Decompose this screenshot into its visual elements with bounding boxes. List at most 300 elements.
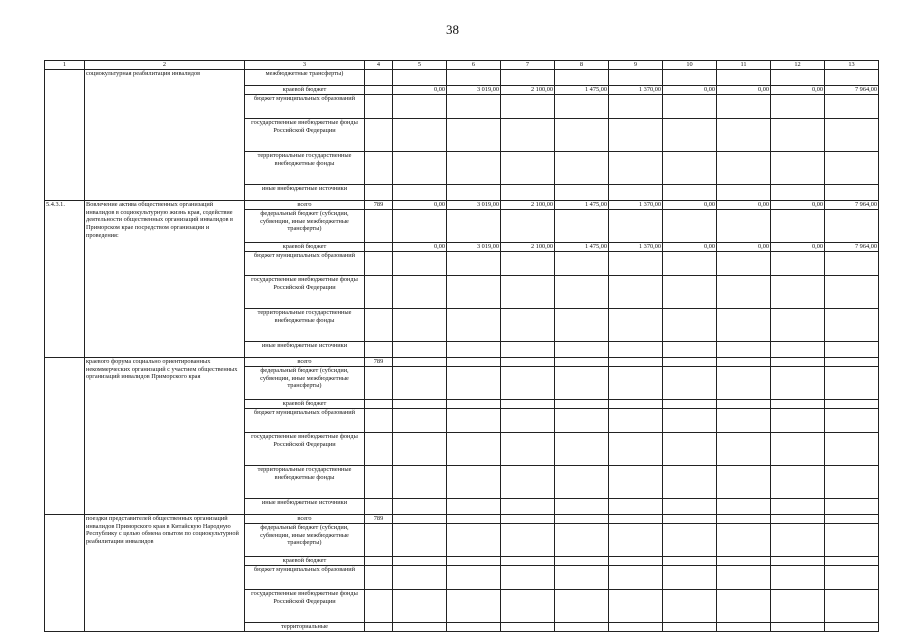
grbs-code xyxy=(365,152,393,185)
value-cell xyxy=(771,276,825,309)
value-cell xyxy=(717,515,771,524)
value-cell xyxy=(447,367,501,400)
funding-source: краевой бюджет xyxy=(245,243,365,252)
value-cell: 1 475,00 xyxy=(555,201,609,210)
value-cell xyxy=(825,309,879,342)
column-header-9: 9 xyxy=(609,61,663,70)
value-cell xyxy=(447,309,501,342)
value-cell xyxy=(393,95,447,119)
grbs-code xyxy=(365,309,393,342)
value-cell xyxy=(393,499,447,515)
value-cell: 0,00 xyxy=(771,243,825,252)
value-cell xyxy=(771,623,825,632)
value-cell xyxy=(555,342,609,358)
value-cell xyxy=(771,358,825,367)
value-cell xyxy=(717,358,771,367)
value-cell: 1 475,00 xyxy=(555,243,609,252)
value-cell xyxy=(717,70,771,86)
value-cell xyxy=(663,515,717,524)
grbs-code: 789 xyxy=(365,201,393,210)
funding-source: территориальные xyxy=(245,623,365,632)
grbs-code xyxy=(365,252,393,276)
value-cell xyxy=(609,185,663,201)
value-cell xyxy=(663,499,717,515)
value-cell xyxy=(825,185,879,201)
value-cell xyxy=(663,276,717,309)
value-cell xyxy=(393,623,447,632)
grbs-code xyxy=(365,367,393,400)
value-cell xyxy=(663,70,717,86)
value-cell xyxy=(447,433,501,466)
value-cell xyxy=(501,524,555,557)
value-cell xyxy=(663,152,717,185)
funding-source: бюджет муниципальных образований xyxy=(245,409,365,433)
value-cell xyxy=(555,276,609,309)
value-cell xyxy=(609,367,663,400)
value-cell xyxy=(501,70,555,86)
value-cell xyxy=(825,409,879,433)
value-cell xyxy=(717,623,771,632)
value-cell xyxy=(717,499,771,515)
table-row xyxy=(45,201,879,210)
value-cell xyxy=(393,590,447,623)
grbs-code xyxy=(365,409,393,433)
column-header-10: 10 xyxy=(663,61,717,70)
value-cell xyxy=(501,557,555,566)
value-cell xyxy=(447,466,501,499)
grbs-code xyxy=(365,210,393,243)
value-cell xyxy=(609,590,663,623)
funding-source: иные внебюджетные источники xyxy=(245,499,365,515)
value-cell xyxy=(717,557,771,566)
value-cell xyxy=(663,409,717,433)
value-cell xyxy=(825,252,879,276)
value-cell xyxy=(393,409,447,433)
column-header-1: 1 xyxy=(45,61,85,70)
value-cell xyxy=(393,566,447,590)
grbs-code xyxy=(365,86,393,95)
value-cell xyxy=(501,252,555,276)
value-cell: 0,00 xyxy=(663,86,717,95)
value-cell xyxy=(663,590,717,623)
column-header-7: 7 xyxy=(501,61,555,70)
funding-source: бюджет муниципальных образований xyxy=(245,95,365,119)
value-cell xyxy=(555,119,609,152)
value-cell xyxy=(555,515,609,524)
value-cell xyxy=(771,210,825,243)
grbs-code xyxy=(365,276,393,309)
value-cell xyxy=(663,95,717,119)
funding-source: федеральный бюджет (субсидии, субвенции, иные межбюджетные трансферты) xyxy=(245,524,365,557)
value-cell: 7 964,00 xyxy=(825,243,879,252)
measure-code xyxy=(45,358,85,515)
value-cell xyxy=(825,566,879,590)
funding-source: государственные внебюджетные фонды Российской Федерации xyxy=(245,119,365,152)
funding-source: бюджет муниципальных образований xyxy=(245,566,365,590)
value-cell xyxy=(501,276,555,309)
funding-source: федеральный бюджет (субсидии, субвенции, иные межбюджетные трансферты) xyxy=(245,210,365,243)
value-cell xyxy=(717,400,771,409)
value-cell xyxy=(393,309,447,342)
value-cell xyxy=(609,342,663,358)
funding-source: всего xyxy=(245,515,365,524)
value-cell: 3 019,00 xyxy=(447,243,501,252)
value-cell xyxy=(825,515,879,524)
grbs-code xyxy=(365,243,393,252)
value-cell xyxy=(663,342,717,358)
value-cell: 1 370,00 xyxy=(609,201,663,210)
value-cell xyxy=(609,623,663,632)
value-cell xyxy=(771,342,825,358)
value-cell: 1 475,00 xyxy=(555,86,609,95)
value-cell xyxy=(609,252,663,276)
value-cell: 0,00 xyxy=(393,243,447,252)
value-cell xyxy=(609,152,663,185)
value-cell xyxy=(609,557,663,566)
value-cell xyxy=(609,70,663,86)
grbs-code xyxy=(365,499,393,515)
value-cell xyxy=(825,95,879,119)
value-cell xyxy=(501,566,555,590)
measure-code: 5.4.3.1. xyxy=(45,201,85,358)
grbs-code xyxy=(365,566,393,590)
value-cell: 2 100,00 xyxy=(501,243,555,252)
value-cell xyxy=(771,252,825,276)
value-cell xyxy=(771,367,825,400)
value-cell xyxy=(393,119,447,152)
value-cell xyxy=(447,524,501,557)
value-cell: 0,00 xyxy=(771,201,825,210)
value-cell xyxy=(393,367,447,400)
value-cell xyxy=(663,623,717,632)
funding-source: государственные внебюджетные фонды Российской Федерации xyxy=(245,276,365,309)
value-cell xyxy=(555,433,609,466)
value-cell xyxy=(393,252,447,276)
funding-source: межбюджетные трансферты) xyxy=(245,70,365,86)
value-cell xyxy=(771,557,825,566)
value-cell xyxy=(717,252,771,276)
value-cell xyxy=(663,185,717,201)
header-row xyxy=(45,61,879,70)
value-cell xyxy=(501,152,555,185)
value-cell xyxy=(501,623,555,632)
value-cell xyxy=(771,70,825,86)
grbs-code: 789 xyxy=(365,515,393,524)
value-cell xyxy=(825,367,879,400)
value-cell xyxy=(771,515,825,524)
value-cell: 0,00 xyxy=(717,243,771,252)
funding-source: всего xyxy=(245,358,365,367)
measure-name: поездки представителей общественных организаций инвалидов Приморского края в Китайскую Народную Республику с целью обмена опытом по социокультурной реабилитации инвалидов xyxy=(85,515,245,632)
grbs-code xyxy=(365,70,393,86)
value-cell xyxy=(825,524,879,557)
value-cell xyxy=(825,590,879,623)
budget-table xyxy=(44,60,879,632)
value-cell xyxy=(717,119,771,152)
measure-code xyxy=(45,70,85,201)
value-cell xyxy=(447,119,501,152)
value-cell xyxy=(555,623,609,632)
value-cell xyxy=(825,557,879,566)
value-cell xyxy=(501,499,555,515)
value-cell xyxy=(555,70,609,86)
value-cell: 2 100,00 xyxy=(501,86,555,95)
value-cell xyxy=(447,95,501,119)
value-cell xyxy=(771,466,825,499)
funding-source: федеральный бюджет (субсидии, субвенции, иные межбюджетные трансферты) xyxy=(245,367,365,400)
value-cell xyxy=(717,409,771,433)
value-cell xyxy=(447,210,501,243)
funding-source: территориальные государственные внебюджетные фонды xyxy=(245,309,365,342)
value-cell xyxy=(447,400,501,409)
value-cell xyxy=(501,119,555,152)
value-cell xyxy=(825,499,879,515)
value-cell xyxy=(555,400,609,409)
value-cell xyxy=(501,466,555,499)
value-cell xyxy=(393,152,447,185)
value-cell xyxy=(447,590,501,623)
value-cell xyxy=(555,466,609,499)
value-cell: 1 370,00 xyxy=(609,243,663,252)
grbs-code xyxy=(365,185,393,201)
value-cell xyxy=(771,566,825,590)
value-cell xyxy=(555,409,609,433)
value-cell xyxy=(555,252,609,276)
page-number: 38 xyxy=(446,22,459,37)
value-cell xyxy=(663,210,717,243)
value-cell: 7 964,00 xyxy=(825,86,879,95)
value-cell xyxy=(825,152,879,185)
value-cell xyxy=(501,433,555,466)
value-cell xyxy=(609,433,663,466)
value-cell xyxy=(663,400,717,409)
value-cell xyxy=(717,367,771,400)
funding-source: краевой бюджет xyxy=(245,86,365,95)
value-cell xyxy=(555,185,609,201)
value-cell xyxy=(447,152,501,185)
value-cell xyxy=(663,367,717,400)
value-cell xyxy=(825,466,879,499)
grbs-code xyxy=(365,95,393,119)
value-cell xyxy=(717,152,771,185)
grbs-code xyxy=(365,557,393,566)
value-cell xyxy=(663,466,717,499)
funding-source: краевой бюджет xyxy=(245,400,365,409)
value-cell xyxy=(609,409,663,433)
grbs-code xyxy=(365,623,393,632)
value-cell xyxy=(717,95,771,119)
value-cell xyxy=(393,276,447,309)
funding-source: всего xyxy=(245,201,365,210)
value-cell xyxy=(717,590,771,623)
value-cell xyxy=(447,557,501,566)
value-cell xyxy=(717,210,771,243)
value-cell xyxy=(447,185,501,201)
value-cell xyxy=(501,367,555,400)
value-cell xyxy=(447,358,501,367)
value-cell: 7 964,00 xyxy=(825,201,879,210)
value-cell xyxy=(555,367,609,400)
value-cell: 3 019,00 xyxy=(447,86,501,95)
value-cell xyxy=(447,70,501,86)
value-cell xyxy=(609,309,663,342)
value-cell: 0,00 xyxy=(393,86,447,95)
value-cell xyxy=(501,95,555,119)
value-cell xyxy=(609,276,663,309)
funding-source: государственные внебюджетные фонды Российской Федерации xyxy=(245,590,365,623)
value-cell xyxy=(393,210,447,243)
value-cell xyxy=(555,309,609,342)
value-cell xyxy=(771,185,825,201)
value-cell xyxy=(663,433,717,466)
grbs-code xyxy=(365,400,393,409)
value-cell xyxy=(663,358,717,367)
value-cell xyxy=(717,342,771,358)
value-cell xyxy=(393,185,447,201)
value-cell xyxy=(771,524,825,557)
value-cell xyxy=(393,515,447,524)
value-cell xyxy=(447,499,501,515)
grbs-code xyxy=(365,466,393,499)
value-cell xyxy=(663,557,717,566)
value-cell xyxy=(447,276,501,309)
value-cell xyxy=(771,152,825,185)
funding-source: территориальные государственные внебюджетные фонды xyxy=(245,466,365,499)
value-cell xyxy=(825,276,879,309)
value-cell xyxy=(825,70,879,86)
value-cell xyxy=(501,185,555,201)
column-header-2: 2 xyxy=(85,61,245,70)
value-cell: 0,00 xyxy=(663,201,717,210)
value-cell xyxy=(663,119,717,152)
column-header-12: 12 xyxy=(771,61,825,70)
funding-source: иные внебюджетные источники xyxy=(245,342,365,358)
value-cell xyxy=(555,152,609,185)
column-header-3: 3 xyxy=(245,61,365,70)
measure-name: Вовлечение актива общественных организаций инвалидов в социокультурную жизнь края, содействие деятельности общественных организаций инвалидов в Приморском крае посредством организации и проведения: xyxy=(85,201,245,358)
value-cell xyxy=(555,358,609,367)
value-cell xyxy=(393,342,447,358)
value-cell xyxy=(771,309,825,342)
value-cell xyxy=(771,409,825,433)
value-cell xyxy=(501,358,555,367)
value-cell: 0,00 xyxy=(717,201,771,210)
value-cell xyxy=(717,433,771,466)
value-cell xyxy=(393,70,447,86)
value-cell xyxy=(609,119,663,152)
value-cell xyxy=(501,590,555,623)
value-cell xyxy=(555,566,609,590)
grbs-code: 789 xyxy=(365,358,393,367)
value-cell xyxy=(501,409,555,433)
value-cell xyxy=(501,342,555,358)
value-cell xyxy=(771,590,825,623)
value-cell xyxy=(555,95,609,119)
value-cell xyxy=(393,400,447,409)
value-cell xyxy=(447,623,501,632)
value-cell xyxy=(501,210,555,243)
value-cell xyxy=(771,433,825,466)
value-cell xyxy=(609,499,663,515)
value-cell: 3 019,00 xyxy=(447,201,501,210)
value-cell xyxy=(771,95,825,119)
column-header-5: 5 xyxy=(393,61,447,70)
value-cell: 1 370,00 xyxy=(609,86,663,95)
value-cell xyxy=(609,358,663,367)
value-cell xyxy=(447,515,501,524)
value-cell xyxy=(393,433,447,466)
value-cell xyxy=(825,210,879,243)
value-cell xyxy=(501,400,555,409)
value-cell xyxy=(555,590,609,623)
value-cell xyxy=(663,566,717,590)
value-cell: 0,00 xyxy=(663,243,717,252)
value-cell xyxy=(825,400,879,409)
value-cell xyxy=(393,358,447,367)
value-cell xyxy=(609,515,663,524)
value-cell xyxy=(609,210,663,243)
value-cell xyxy=(555,499,609,515)
column-header-13: 13 xyxy=(825,61,879,70)
value-cell xyxy=(771,119,825,152)
value-cell xyxy=(393,524,447,557)
value-cell xyxy=(555,210,609,243)
table-row xyxy=(45,70,879,86)
value-cell xyxy=(663,309,717,342)
value-cell xyxy=(825,623,879,632)
value-cell xyxy=(663,524,717,557)
value-cell xyxy=(717,524,771,557)
value-cell xyxy=(663,252,717,276)
grbs-code xyxy=(365,524,393,557)
grbs-code xyxy=(365,342,393,358)
grbs-code xyxy=(365,433,393,466)
column-header-6: 6 xyxy=(447,61,501,70)
value-cell xyxy=(825,433,879,466)
table-row xyxy=(45,515,879,524)
value-cell xyxy=(717,566,771,590)
value-cell xyxy=(501,309,555,342)
measure-name: социокультурная реабилитация инвалидов xyxy=(85,70,245,201)
value-cell: 0,00 xyxy=(717,86,771,95)
value-cell xyxy=(771,499,825,515)
value-cell xyxy=(393,557,447,566)
value-cell xyxy=(717,309,771,342)
value-cell xyxy=(825,342,879,358)
value-cell xyxy=(717,185,771,201)
value-cell xyxy=(447,342,501,358)
column-header-4: 4 xyxy=(365,61,393,70)
funding-source: государственные внебюджетные фонды Российской Федерации xyxy=(245,433,365,466)
value-cell xyxy=(555,557,609,566)
column-header-8: 8 xyxy=(555,61,609,70)
value-cell xyxy=(717,276,771,309)
value-cell xyxy=(609,466,663,499)
value-cell: 2 100,00 xyxy=(501,201,555,210)
grbs-code xyxy=(365,119,393,152)
funding-source: территориальные государственные внебюджетные фонды xyxy=(245,152,365,185)
value-cell xyxy=(825,358,879,367)
value-cell xyxy=(555,524,609,557)
value-cell xyxy=(609,95,663,119)
value-cell xyxy=(501,515,555,524)
value-cell xyxy=(447,252,501,276)
grbs-code xyxy=(365,590,393,623)
value-cell xyxy=(609,400,663,409)
value-cell: 0,00 xyxy=(393,201,447,210)
value-cell xyxy=(717,466,771,499)
value-cell xyxy=(447,566,501,590)
